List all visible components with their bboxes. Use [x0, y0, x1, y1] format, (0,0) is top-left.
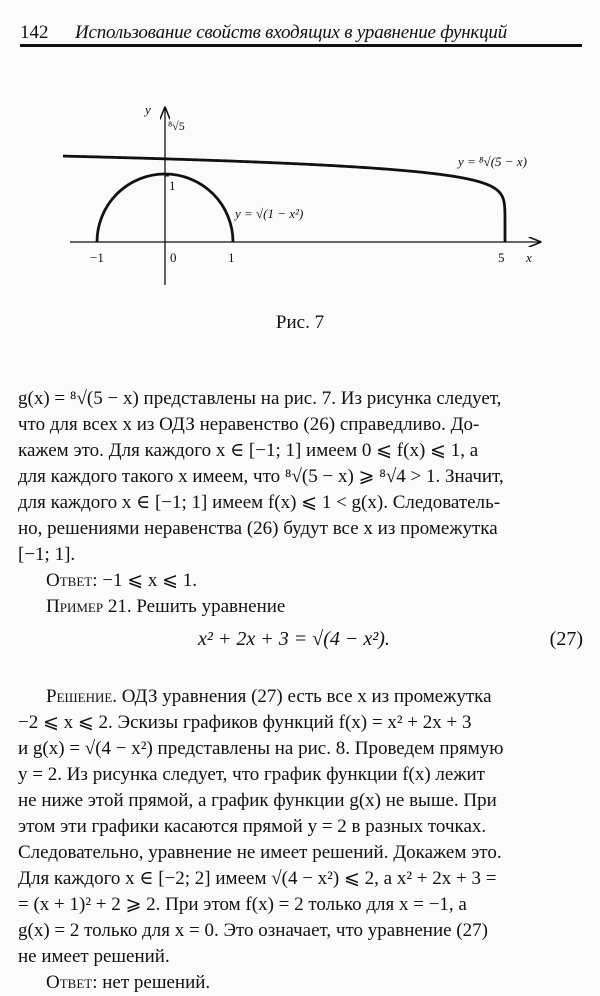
- curve2-label: y = ⁸√(5 − x): [458, 154, 527, 169]
- text-line: для каждого x ∈ [−1; 1] имеем f(x) ⩽ 1 < g(x). Следователь-: [18, 492, 501, 513]
- text-line: g(x) = ⁸√(5 − x) представлены на рис. 7. Из рисунка следует,: [18, 388, 502, 409]
- answer-label: Ответ:: [46, 972, 98, 993]
- figure-caption: Рис. 7: [275, 312, 325, 333]
- answer-text: нет решений.: [97, 972, 211, 993]
- text-line: не имеет решений.: [18, 946, 170, 967]
- figure-7: [30, 90, 560, 390]
- axis-x-label: x: [526, 250, 532, 265]
- curve-root8: [63, 156, 505, 242]
- example-text: Решить уравнение: [131, 596, 286, 617]
- solution-line: Решение. ОДЗ уравнения (27) есть все x из промежутка: [46, 686, 492, 707]
- page-number: 142: [20, 22, 49, 43]
- example-21: [18, 594, 583, 620]
- answer-2: [18, 970, 583, 996]
- text-line: что для всех x из ОДЗ неравенство (26) справедливо. До-: [18, 414, 480, 435]
- tick-y-1: 1: [169, 178, 176, 193]
- text-line: и g(x) = √(4 − x²) представлены на рис. 8. Проведем прямую: [18, 738, 504, 759]
- solution: [18, 684, 583, 996]
- text-line: не ниже этой прямой, а график функции g(x) не выше. При: [18, 790, 497, 811]
- text-line: для каждого такого x имеем, что ⁸√(5 − x) ⩾ ⁸√4 > 1. Значит,: [18, 466, 504, 487]
- header-rule: [20, 44, 582, 47]
- tick-x-1: 1: [228, 250, 235, 265]
- text-line: этом эти графики касаются прямой y = 2 в разных точках.: [18, 816, 487, 837]
- text-line: но, решениями неравенства (26) будут все x из промежутка: [18, 518, 498, 539]
- text-line: [−1; 1].: [18, 544, 76, 565]
- tick-y-root: ⁸√5: [168, 119, 185, 133]
- text-line: y = 2. Из рисунка следует, что график функции f(x) лежит: [18, 764, 485, 785]
- paragraph-1: [18, 386, 583, 620]
- equation-number: (27): [549, 628, 583, 650]
- answer-1: [18, 568, 583, 594]
- answer-text: −1 ⩽ x ⩽ 1.: [97, 570, 198, 591]
- equation-27: [18, 628, 583, 658]
- equation-body: x² + 2x + 3 = √(4 − x²).: [198, 628, 390, 650]
- axis-y-label: y: [145, 102, 151, 117]
- figure-graph: [30, 90, 560, 290]
- curve1-label: y = √(1 − x²): [235, 206, 304, 221]
- text-line: −2 ⩽ x ⩽ 2. Эскизы графиков функций f(x) = x² + 2x + 3: [18, 712, 472, 733]
- example-label: Пример 21.: [46, 596, 132, 617]
- text-line: кажем это. Для каждого x ∈ [−1; 1] имеем 0 ⩽ f(x) ⩽ 1, а: [18, 440, 479, 461]
- tick-x-minus1: −1: [90, 250, 104, 265]
- tick-x-5: 5: [498, 250, 505, 265]
- text-line: Для каждого x ∈ [−2; 2] имеем √(4 − x²) ⩽ 2, а x² + 2x + 3 =: [18, 868, 497, 889]
- solution-label: Решение.: [46, 686, 118, 707]
- text-line: = (x + 1)² + 2 ⩾ 2. При этом f(x) = 2 только для x = −1, а: [18, 894, 467, 915]
- running-title: Использование свойств входящих в уравнение функций: [75, 22, 508, 43]
- answer-label: Ответ:: [46, 570, 98, 591]
- text-line: g(x) = 2 только для x = 0. Это означает, что уравнение (27): [18, 920, 488, 941]
- text-line: Следовательно, уравнение не имеет решений. Докажем это.: [18, 842, 502, 863]
- tick-x-0: 0: [170, 250, 177, 265]
